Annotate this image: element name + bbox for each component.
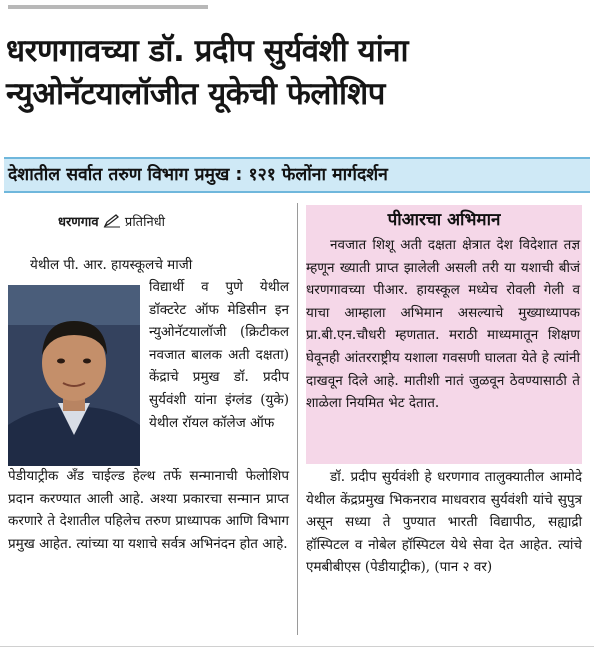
portrait-photo <box>8 285 140 466</box>
article-continued-body: डॉ. प्रदीप सुर्यवंशी हे धरणगाव तालुक्यातील आमोदे येथील केंद्रप्रमुख भिकनराव माधवराव सुर्यवंशी यांचे सुपुत्र असून सध्या ते पुण्यात भारती विद्यापीठ, सह्याद्री हॉस्पिटल व नोबेल हॉस्पिटल येथे सेवा देत आहेत. त्यांचे एमबीबीएस (पेडीयाट्रीक), (पान २ वर) <box>306 469 582 576</box>
top-divider <box>8 5 208 9</box>
subheadline: देशातील सर्वात तरुण विभाग प्रमुख : १२१ फेलोंना मार्गदर्शन <box>4 157 590 193</box>
pen-icon <box>103 214 121 228</box>
sidebar-title: पीआरचा अभिमान <box>387 210 501 230</box>
byline <box>58 212 165 230</box>
headline-line-2: न्युओनॅटयालॉजीत यूकेची फेलोशिप <box>6 76 385 112</box>
column-divider <box>297 203 298 635</box>
article-continued <box>306 466 582 579</box>
sidebar-text-body: नवजात शिशू अती दक्षता क्षेत्रात देश विदेशात तज्ञ म्हणून ख्याती प्राप्त झालेली असली तरी या यशाची बीजं धरणगावच्या पीआर. हायस्कूल मध्येच रोवली गेली व याचा आम्हाला अभिमान असल्याचे मुख्याध्यापक प्रा.बी.एन.चौधरी म्हणतात. मराठी माध्यमातून शिक्षण घेवूनही आंतरराष्ट्रीय यशाला गवसणी घालता येते हे त्यांनी दाखवून दिले आहे. मातीशी नातं जुळवून ठेवण्यासाठी ते शाळेला नियमित भेट देतात. <box>306 237 580 412</box>
byline-reporter: प्रतिनिधी <box>124 215 166 230</box>
byline-place: धरणगाव <box>58 215 99 230</box>
bottom-divider <box>0 646 594 647</box>
sidebar-text <box>306 234 580 415</box>
headline <box>6 30 588 116</box>
headline-line-1: धरणगावच्या डॉ. प्रदीप सुर्यवंशी यांना <box>6 33 409 69</box>
article-lead-first-line: येथील पी. आर. हायस्कूलचे माजी <box>30 257 193 273</box>
article-lead-rest: पेडीयाट्रीक अँड चाईल्ड हेल्थ तर्फे सन्मानाची फेलोशिप प्रदान करण्यात आली आहे. अश्या प्रकारचा सन्मान प्राप्त करणारे ते देशातील पहिलेच तरुण प्राध्यापक आणि विभाग प्रमुख आहेत. त्यांच्या या यशाचे सर्वत्र अभिनंदन होत आहे. <box>8 468 289 552</box>
article-lead-beside-photo: विद्यार्थी व पुणे येथील डॉक्टरेट ऑफ मेडिसीन इन न्युओनॅटयालॉजी (क्रिटीकल नवजात बालक अती दक्षता) केंद्राचे प्रमुख डॉ. प्रदीप सुर्यवंशी यांना इंग्लंड (युके) येथील रॉयल कॉलेज ऑफ <box>149 279 289 431</box>
